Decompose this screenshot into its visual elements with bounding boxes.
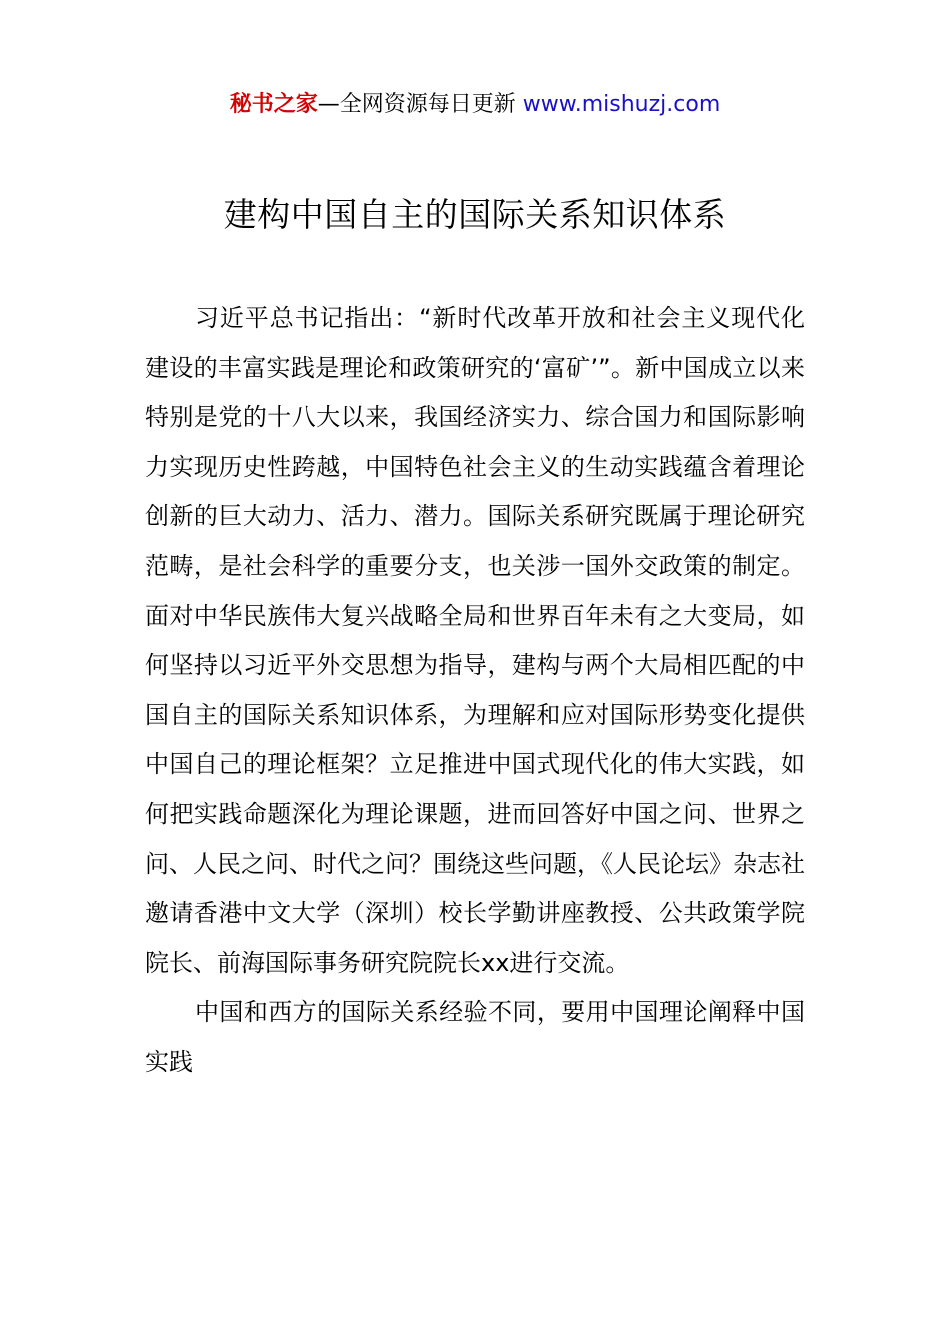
document-body — [145, 294, 805, 1088]
brand-name: 秘书之家 — [229, 92, 318, 117]
site-header — [0, 88, 950, 122]
site-tagline: —全网资源每日更新 — [317, 92, 523, 117]
document-title: 建构中国自主的国际关系知识体系 — [223, 195, 727, 234]
site-url-link[interactable]: www.mishuzj.com — [522, 92, 721, 117]
paragraph-section-heading: 中国和西方的国际关系经验不同，要用中国理论阐释中国实践 — [145, 998, 805, 1076]
paragraph-intro: 习近平总书记指出：“新时代改革开放和社会主义现代化建设的丰富实践是理论和政策研究的‘富矿’”。新中国成立以来特别是党的十八大以来，我国经济实力、综合国力和国际影响力实现历史性跨越，中国特色社会主义的生动实践蕴含着理论创新的巨大动力、活力、潜力。国际关系研究既属于理论研究范畴，是社会科学的重要分支，也关涉一国外交政策的制定。面对中华民族伟大复兴战略全局和世界百年未有之大变局，如何坚持以习近平外交思想为指导，建构与两个大局相匹配的中国自主的国际关系知识体系，为理解和应对国际形势变化提供中国自己的理论框架？立足推进中国式现代化的伟大实践，如何把实践命题深化为理论课题，进而回答好中国之问、世界之问、人民之问、时代之问？围绕这些问题，《人民论坛》杂志社邀请香港中文大学（深圳）校长学勤讲座教授、公共政策学院院长、前海国际事务研究院院长xx进行交流。 — [145, 304, 805, 977]
